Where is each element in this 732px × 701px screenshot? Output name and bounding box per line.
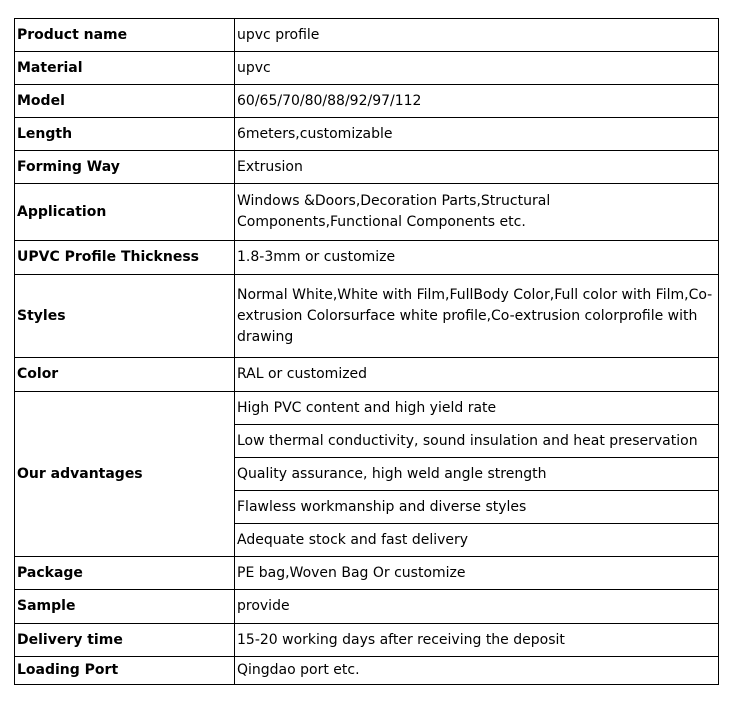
label-model: Model [15, 85, 235, 118]
table-row-thickness [15, 241, 719, 275]
value-styles: Normal White,White with Film,FullBody Color,Full color with Film,Co-extrusion Colorsurface white profile,Co-extrusion colorprofile with drawing [235, 275, 719, 358]
label-material: Material [15, 52, 235, 85]
value-advantage: Adequate stock and fast delivery [235, 524, 719, 557]
label-forming-way: Forming Way [15, 151, 235, 184]
label-our-advantages: Our advantages [15, 392, 235, 557]
table-row-forming-way [15, 151, 719, 184]
label-package: Package [15, 557, 235, 590]
label-thickness: UPVC Profile Thickness [15, 241, 235, 275]
table-row-styles [15, 275, 719, 358]
product-spec-table [14, 18, 719, 685]
value-forming-way: Extrusion [235, 151, 719, 184]
label-product-name: Product name [15, 19, 235, 52]
value-advantage: Quality assurance, high weld angle strength [235, 458, 719, 491]
value-loading-port: Qingdao port etc. [235, 657, 719, 685]
table-row-sample [15, 590, 719, 624]
table-row-delivery-time [15, 624, 719, 657]
value-advantage: Low thermal conductivity, sound insulation and heat preservation [235, 425, 719, 458]
label-styles: Styles [15, 275, 235, 358]
value-material: upvc [235, 52, 719, 85]
value-delivery-time: 15-20 working days after receiving the deposit [235, 624, 719, 657]
table-row-length [15, 118, 719, 151]
table-row-color [15, 358, 719, 392]
value-color: RAL or customized [235, 358, 719, 392]
label-sample: Sample [15, 590, 235, 624]
value-thickness: 1.8-3mm or customize [235, 241, 719, 275]
table-row-loading-port [15, 657, 719, 685]
table-row-package [15, 557, 719, 590]
table-row-model [15, 85, 719, 118]
table-row-advantage [15, 392, 719, 425]
value-advantage: High PVC content and high yield rate [235, 392, 719, 425]
value-application: Windows &Doors,Decoration Parts,Structural Components,Functional Components etc. [235, 184, 719, 241]
table-row-application [15, 184, 719, 241]
value-length: 6meters,customizable [235, 118, 719, 151]
label-delivery-time: Delivery time [15, 624, 235, 657]
label-loading-port: Loading Port [15, 657, 235, 685]
table-row-product-name [15, 19, 719, 52]
label-color: Color [15, 358, 235, 392]
value-sample: provide [235, 590, 719, 624]
value-advantage: Flawless workmanship and diverse styles [235, 491, 719, 524]
value-model: 60/65/70/80/88/92/97/112 [235, 85, 719, 118]
table-row-material [15, 52, 719, 85]
label-length: Length [15, 118, 235, 151]
value-product-name: upvc profile [235, 19, 719, 52]
label-application: Application [15, 184, 235, 241]
value-package: PE bag,Woven Bag Or customize [235, 557, 719, 590]
